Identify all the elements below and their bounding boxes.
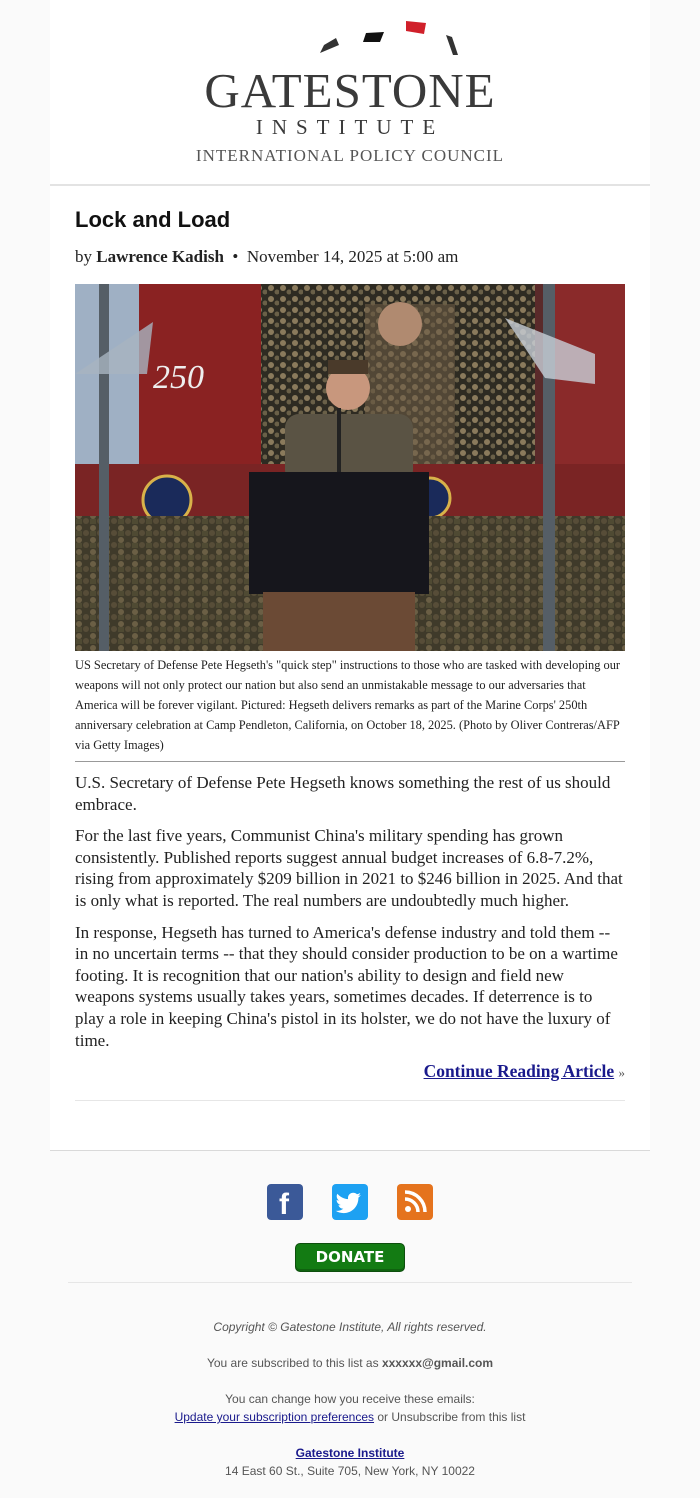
- subscription-info: [0, 1356, 700, 1370]
- continue-reading: [75, 1061, 625, 1082]
- org-address: 14 East 60 St., Suite 705, New York, NY 10022: [225, 1464, 475, 1478]
- donate-button[interactable]: DONATE: [295, 1243, 405, 1272]
- logo-wordmark: GATESTONE: [204, 63, 496, 118]
- rss-icon[interactable]: [397, 1184, 433, 1220]
- article: [50, 208, 650, 1101]
- divider: [50, 1150, 650, 1151]
- article-paragraph: U.S. Secretary of Defense Pete Hegseth knows something the rest of us should embrace.: [75, 773, 611, 814]
- article-title[interactable]: Lock and Load: [75, 207, 231, 232]
- article-date: November 14, 2025 at 5:00 am: [246, 247, 459, 266]
- by-prefix: by: [75, 247, 92, 266]
- svg-text:f: f: [279, 1188, 289, 1220]
- byline-bullet: •: [232, 247, 239, 266]
- unsubscribe-text: or Unsubscribe from this list: [377, 1410, 526, 1424]
- newsletter-card: [50, 0, 650, 1150]
- byline: [75, 247, 625, 267]
- copyright-text: Copyright © Gatestone Institute, All rights reserved.: [213, 1320, 487, 1334]
- hegseth-speech-photo: [75, 284, 625, 651]
- logo-council: INTERNATIONAL POLICY COUNCIL: [195, 146, 505, 165]
- logo-subtitle: INSTITUTE: [255, 115, 445, 139]
- subscribed-prefix: You are subscribed to this list as: [206, 1356, 379, 1370]
- image-caption: US Secretary of Defense Pete Hegseth's "quick step" instructions to those who are tasked with developing our weapons will not only protect our nation but also send an unmistakable message to our adversaries that America will be forever vigilant. Pictured: Hegseth delivers remarks as part of the Marine Corps' 250th anniversary celebration at Camp Pendleton, California, on October 18, 2025. (Photo by Oliver Contreras/AFP via Getty Images): [75, 655, 625, 762]
- article-paragraph: In response, Hegseth has turned to America's defense industry and told them -- in no uncertain terms -- that they should consider production to be on a wartime footing. It is recognition that our nation's ability to design and field new weapons systems usually takes years, sometimes decades. If deterrence is to play a role in keeping China's pistol in its holster, we do not have the luxury of time.: [75, 922, 618, 1050]
- divider: [75, 1100, 625, 1101]
- article-paragraph: For the last five years, Communist China's military spending has grown consistently. Published reports suggest annual budget increases of 6.8-7.2%, rising from approximately $209 billion in 2021 to $246 billion in 2025. And that is only what is reported. The real numbers are undoubtedly much higher.: [75, 826, 623, 910]
- facebook-icon[interactable]: [267, 1184, 303, 1220]
- author-name: Lawrence Kadish: [96, 247, 224, 266]
- twitter-icon[interactable]: [332, 1184, 368, 1220]
- banner-250-text: 250: [153, 359, 204, 396]
- change-prefs-text: You can change how you receive these emails:: [225, 1392, 475, 1406]
- header: [50, 0, 650, 186]
- org-link-row: [0, 1446, 700, 1460]
- double-chevron-right-icon: »: [618, 1065, 625, 1081]
- divider: [68, 1282, 632, 1283]
- subscriber-email: xxxxxx@gmail.com: [381, 1356, 494, 1370]
- gatestone-institute-link[interactable]: Gatestone Institute: [295, 1446, 405, 1460]
- continue-reading-link[interactable]: Continue Reading Article: [423, 1061, 615, 1082]
- subscription-links: [0, 1410, 700, 1424]
- update-preferences-link[interactable]: Update your subscription preferences: [174, 1410, 375, 1424]
- article-image[interactable]: [75, 284, 625, 651]
- logo-arc-icon: [170, 15, 530, 65]
